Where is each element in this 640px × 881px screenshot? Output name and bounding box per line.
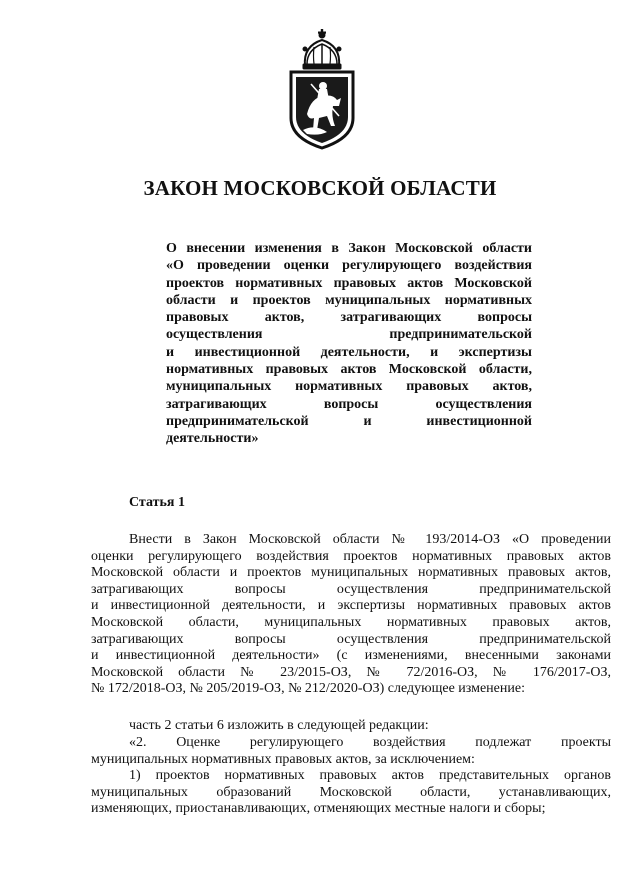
subject-line: деятельности» bbox=[166, 431, 259, 447]
coat-of-arms-icon bbox=[283, 26, 361, 152]
paragraph-line: Московской области и проектов муниципальных нормативных правовых актов, bbox=[91, 565, 611, 581]
paragraph-line: часть 2 статьи 6 изложить в следующей редакции: bbox=[129, 718, 429, 733]
subject-line: нормативных правовых актов Московской области, bbox=[166, 362, 532, 378]
subject-line: осуществления предпринимательской bbox=[166, 327, 532, 343]
paragraph-line: затрагивающих вопросы осуществления предпринимательской bbox=[91, 581, 611, 597]
article-paragraph-intro bbox=[91, 532, 611, 698]
paragraph-line: 1) проектов нормативных правовых актов представительных органов bbox=[129, 768, 611, 783]
law-title: ЗАКОН МОСКОВСКОЙ ОБЛАСТИ bbox=[143, 176, 497, 200]
law-subject bbox=[166, 240, 532, 448]
subject-line: правовых актов, затрагивающих вопросы bbox=[166, 310, 532, 326]
subject-line: затрагивающих вопросы осуществления bbox=[166, 396, 532, 412]
paragraph-line: № 172/2018-ОЗ, № 205/2019-ОЗ, № 212/2020-ОЗ) следующее изменение: bbox=[91, 681, 525, 697]
paragraph-line: оценки регулирующего воздействия проектов нормативных правовых актов bbox=[91, 548, 611, 564]
paragraph-line: и инвестиционной деятельности, и экспертизы нормативных правовых актов bbox=[91, 598, 611, 614]
subject-line: области и проектов муниципальных нормативных bbox=[166, 292, 532, 308]
paragraph-line: «2. Оценке регулирующего воздействия подлежат проекты bbox=[129, 735, 611, 750]
paragraph-line: муниципальных образований Московской области, устанавливающих, bbox=[91, 784, 611, 800]
paragraph-line: Московской области № 23/2015-ОЗ, № 72/2016-ОЗ, № 176/2017-ОЗ, bbox=[91, 664, 611, 680]
paragraph-line: изменяющих, приостанавливающих, отменяющих местные налоги и сборы; bbox=[91, 801, 546, 817]
article-heading: Статья 1 bbox=[129, 495, 185, 510]
article-paragraph-item-1 bbox=[91, 768, 611, 818]
article-paragraph-quote bbox=[91, 735, 611, 768]
paragraph-line: Московской области, муниципальных нормативных правовых актов, bbox=[91, 614, 611, 630]
paragraph-line: затрагивающих вопросы осуществления предпринимательской bbox=[91, 631, 611, 647]
subject-line: муниципальных нормативных правовых актов, bbox=[166, 379, 532, 395]
paragraph-line: муниципальных нормативных правовых актов, за исключением: bbox=[91, 751, 475, 767]
subject-line: «О проведении оценки регулирующего воздействия bbox=[166, 258, 532, 274]
subject-line: проектов нормативных правовых актов Московской bbox=[166, 275, 532, 291]
paragraph-line: Внести в Закон Московской области № 193/2014-ОЗ «О проведении bbox=[129, 532, 611, 547]
subject-line: и инвестиционной деятельности, и экспертизы bbox=[166, 344, 532, 360]
subject-line: О внесении изменения в Закон Московской области bbox=[166, 241, 532, 256]
paragraph-line: и инвестиционной деятельности» (с изменениями, внесенными законами bbox=[91, 648, 611, 664]
article-paragraph-amendment bbox=[91, 718, 611, 735]
subject-line: предпринимательской и инвестиционной bbox=[166, 413, 532, 429]
